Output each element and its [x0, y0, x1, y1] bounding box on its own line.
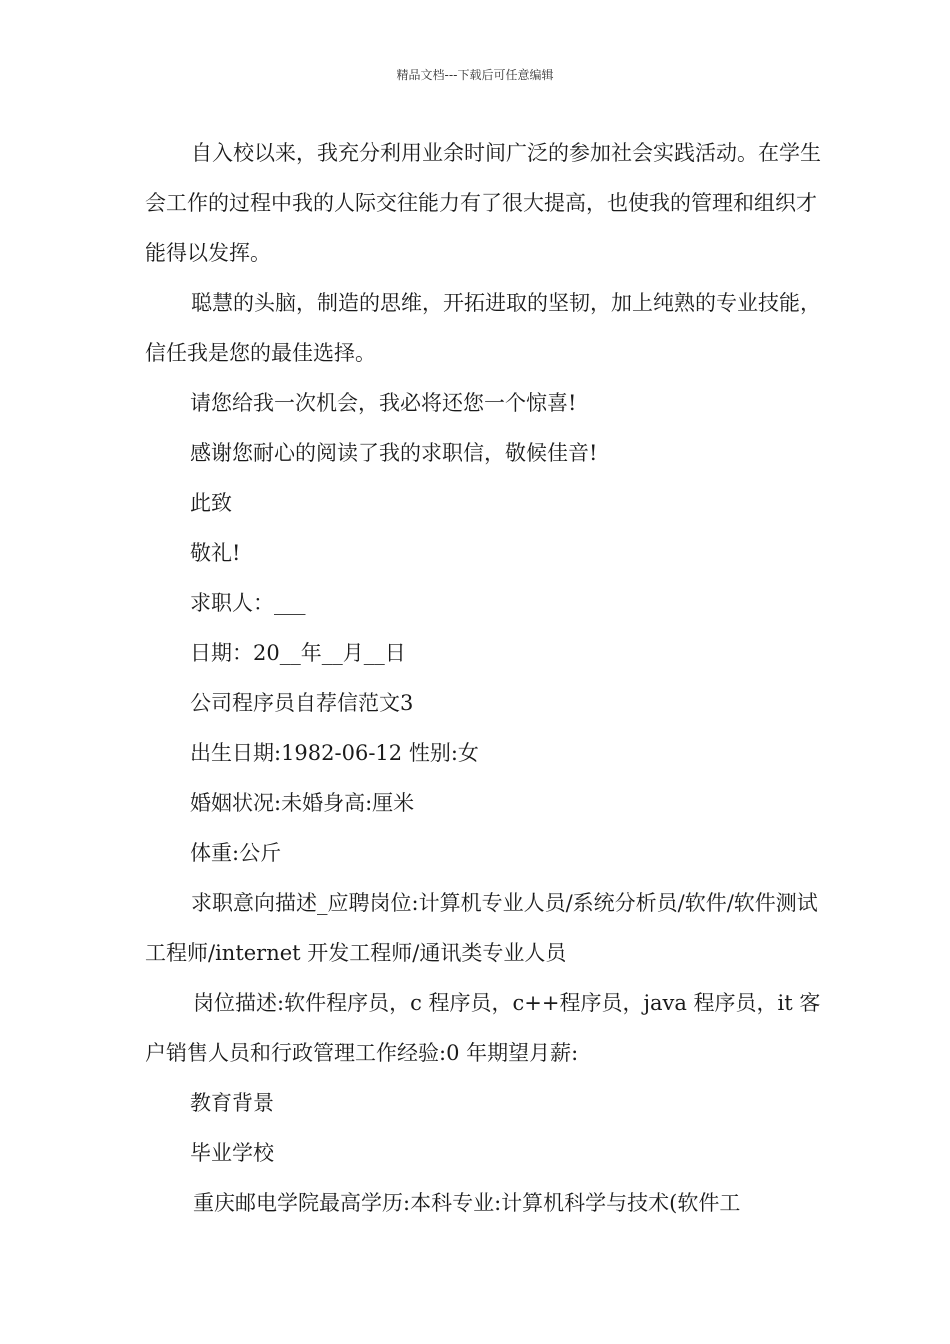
letter-date: 日期：20__年__月__日	[190, 641, 406, 665]
document-body	[145, 128, 825, 1228]
paragraph-practice: 自入校以来，我充分利用业余时间广泛的参加社会实践活动。在学生会工作的过程中我的人际交往能力有了很大提高，也使我的管理和组织才能得以发挥。	[145, 141, 821, 265]
paragraph-chance: 请您给我一次机会，我必将还您一个惊喜!	[190, 391, 577, 415]
marital-height-line: 婚姻状况:未婚身高:厘米	[190, 791, 415, 815]
section-title: 公司程序员自荐信范文3	[190, 691, 414, 715]
applicant-signature: 求职人：___	[190, 591, 306, 615]
school-heading: 毕业学校	[190, 1141, 274, 1165]
weight-line: 体重:公斤	[190, 841, 282, 865]
birth-gender-line: 出生日期:1982-06-12 性别:女	[190, 741, 479, 765]
page-header: 精品文档---下载后可任意编辑	[396, 68, 554, 82]
school-detail-line: 重庆邮电学院最高学历:本科专业:计算机科学与技术(软件工	[193, 1191, 741, 1215]
closing-regards: 敬礼!	[190, 541, 241, 565]
closing-salutation: 此致	[190, 491, 232, 515]
position-description-paragraph: 岗位描述:软件程序员，c 程序员，c++程序员，java 程序员，it 客户销售人员和行政管理工作经验:0 年期望月薪:	[145, 991, 821, 1065]
paragraph-thanks: 感谢您耐心的阅读了我的求职信，敬候佳音!	[190, 441, 598, 465]
paragraph-skills: 聪慧的头脑，制造的思维，开拓进取的坚韧，加上纯熟的专业技能，信任我是您的最佳选择。	[145, 291, 821, 365]
job-intention-paragraph: 求职意向描述_应聘岗位:计算机专业人员/系统分析员/软件/软件测试工程师/internet 开发工程师/通讯类专业人员	[145, 891, 818, 965]
education-heading: 教育背景	[190, 1091, 274, 1115]
